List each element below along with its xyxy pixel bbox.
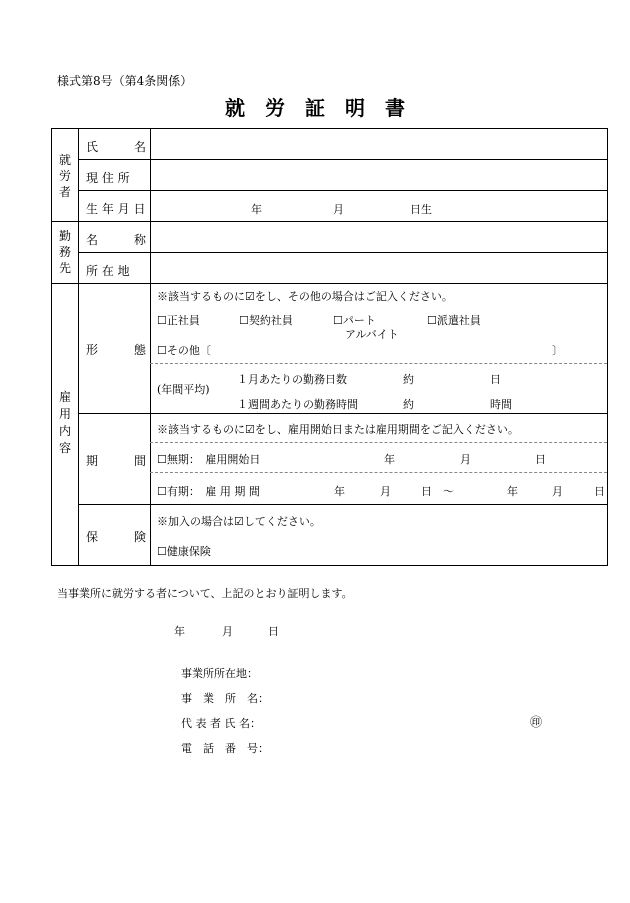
days-per-month-field[interactable] — [418, 369, 488, 385]
annual-average-label: (年間平均) — [157, 383, 210, 396]
cert-month: 月 — [222, 625, 233, 638]
checkbox-indefinite[interactable]: ☐無期： 雇用開始日 — [157, 453, 261, 466]
label-char: 雇 — [58, 390, 71, 404]
to-day: 日 — [594, 485, 605, 498]
checkbox-definite[interactable]: ☐有期： 雇 用 期 間 — [157, 485, 260, 498]
employer-name-label: 事 業 所 名： — [181, 692, 269, 705]
workplace-name-field[interactable] — [152, 223, 606, 251]
label-char: 容 — [58, 441, 71, 455]
checkbox-part[interactable]: ☐パート — [333, 314, 376, 327]
dob-month: 月 — [333, 203, 344, 216]
period-instruction: ※該当するものに☑をし、雇用開始日または雇用期間をご記入ください。 — [157, 423, 519, 436]
from-day: 日 ～ — [421, 485, 454, 498]
workplace-location-field[interactable] — [152, 254, 606, 282]
days-unit: 日 — [490, 373, 501, 386]
hours-approx: 約 — [403, 398, 414, 411]
checkbox-seishain[interactable]: ☐正社員 — [157, 314, 200, 327]
part-sub-label: アルバイト — [345, 328, 399, 341]
days-approx: 約 — [403, 373, 414, 386]
label-char: 務 — [58, 245, 71, 259]
checkbox-health-insurance[interactable]: ☐健康保険 — [157, 545, 211, 558]
dob-year: 年 — [251, 203, 262, 216]
name-label: 氏 名 — [86, 140, 147, 154]
label-char: 用 — [58, 407, 71, 421]
checkbox-other[interactable]: ☐その他〔 — [157, 344, 211, 357]
to-month: 月 — [552, 485, 563, 498]
form-instruction: ※該当するものに☑をし、その他の場合はご記入ください。 — [157, 290, 453, 303]
start-month: 月 — [460, 453, 471, 466]
to-year: 年 — [507, 485, 518, 498]
label-char: 先 — [58, 261, 71, 275]
employment-form-label: 形 態 — [86, 343, 147, 357]
from-month: 月 — [380, 485, 391, 498]
page-title: 就 労 証 明 書 — [225, 96, 405, 120]
worker-dob-field[interactable] — [152, 192, 606, 220]
seal-icon: ㊞ — [530, 715, 543, 729]
insurance-label: 保 険 — [86, 530, 147, 544]
checkbox-keiyaku[interactable]: ☐契約社員 — [239, 314, 293, 327]
hours-per-week-field[interactable] — [418, 394, 488, 410]
from-year: 年 — [334, 485, 345, 498]
form-number: 様式第8号（第4条関係） — [57, 74, 193, 88]
certification-text: 当事業所に就労する者について、上記のとおり証明します。 — [57, 587, 353, 600]
worker-address-field[interactable] — [152, 161, 606, 189]
label-char: 内 — [58, 424, 71, 438]
label-char: 者 — [58, 185, 71, 199]
employer-address-field[interactable] — [262, 662, 542, 678]
employer-name-field[interactable] — [262, 687, 542, 703]
days-per-month-label: １月あたりの勤務日数 — [237, 373, 347, 386]
representative-field[interactable] — [262, 712, 527, 728]
workplace-name-label: 名 称 — [86, 233, 147, 247]
hours-per-week-label: １週間あたりの勤務時間 — [237, 398, 358, 411]
checkbox-haken[interactable]: ☐派遣社員 — [427, 314, 481, 327]
worker-name-field[interactable] — [152, 130, 606, 158]
start-year: 年 — [384, 453, 395, 466]
hours-unit: 時間 — [490, 398, 512, 411]
phone-label: 電 話 番 号： — [181, 742, 269, 755]
insurance-instruction: ※加入の場合は☑してください。 — [157, 515, 321, 528]
cert-year: 年 — [174, 625, 185, 638]
period-label: 期 間 — [86, 454, 147, 468]
address-label: 現 住 所 — [86, 171, 130, 185]
label-char: 就 — [58, 153, 71, 167]
employer-address-label: 事業所所在地： — [181, 667, 258, 680]
phone-field[interactable] — [262, 737, 542, 753]
other-close-bracket: 〕 — [552, 344, 563, 357]
dob-label: 生 年 月 日 — [86, 202, 146, 216]
dob-day: 日生 — [410, 203, 432, 216]
start-day: 日 — [535, 453, 546, 466]
workplace-location-label: 所 在 地 — [86, 264, 130, 278]
label-char: 勤 — [58, 229, 71, 243]
label-char: 労 — [58, 169, 71, 183]
other-text-field[interactable] — [215, 340, 550, 358]
cert-day: 日 — [268, 625, 279, 638]
representative-label: 代 表 者 氏 名： — [181, 717, 261, 730]
